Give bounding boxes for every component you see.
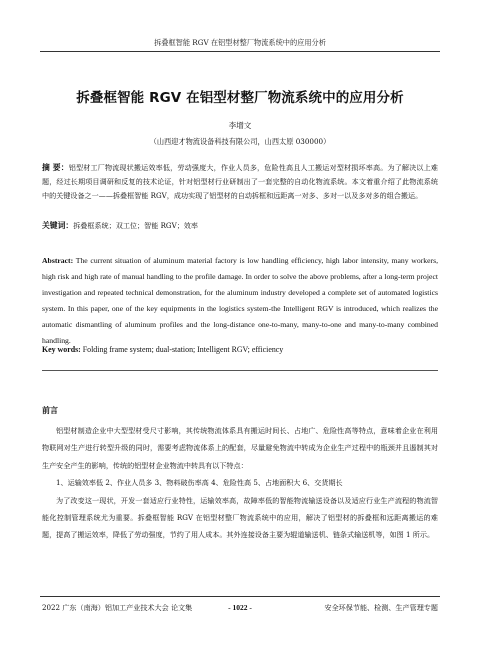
chinese-keywords-label: 关键词： <box>42 221 74 230</box>
english-keywords-text: Folding frame system; dual-station; Intelligent RGV; efficiency <box>82 345 284 354</box>
body-text <box>42 422 438 544</box>
english-keywords-label: Key words: <box>42 345 81 354</box>
section-divider <box>42 370 438 371</box>
body-paragraph: 1、运输效率低 2、作业人员多 3、物料破伤率高 4、危险性高 5、占地面积大 6、交货期长 <box>56 478 343 488</box>
section-heading: 前言 <box>42 406 58 415</box>
footer-topic: 安全环保节能、检测、生产管理专题 <box>324 603 438 612</box>
chinese-keywords <box>42 220 438 231</box>
chinese-abstract <box>42 161 438 204</box>
paper-title: 拆叠框智能 RGV 在铝型材整厂物流系统中的应用分析 <box>76 90 404 106</box>
affiliation: （山西迎才物流设备科技有限公司，山西太原 030000） <box>149 137 331 146</box>
chinese-abstract-label: 摘 要： <box>42 163 69 172</box>
body-paragraph: 为了改变这一现状，开发一套适应行业特性，运输效率高，故障率低的智能物流输送设备以及适应行业生产流程的物流智能化控制管理系统尤为重要。拆叠框智能 RGV 在铝型材整厂物流系统中的应用，解决了铝型材的拆叠框和远距离搬运的难题，提高了搬运效率，降低了劳动强度，节约了用人成本。其外连接设备主要为辊道输送机、链条式输送机等，如图 1 所示。 <box>42 495 438 540</box>
header-rule <box>40 51 440 52</box>
english-abstract-label: Abstract: <box>42 256 74 265</box>
body-paragraph: 铝型材制造企业中大型型材受尺寸影响，其传统物流体系具有搬运时间长、占地广、危险性高等特点，意味着企业在利用物联网对生产进行转型升级的同时，需要考虑物流体系上的配套，尽量避免物流中转成为企业生产过程中的瓶颈并且遏制其对生产安全产生的影响，传统的铝型材企业物流中转具有以下特点： <box>42 426 438 470</box>
chinese-abstract-text: 铝型材工厂物流现状搬运效率低，劳动强度大，作业人员多，危险性高且人工搬运对型材损坏率高。为了解决以上难题，经过长期项目调研和反复的技术论证，针对铝型材行业研制出了一套完整的自动化物流系统。本文着重介绍了此物流系统中的关键设备之一——拆叠框智能 RGV，成功实现了铝型材的自动拆框和远距离一对多、多对一以及多对多的组合搬运。 <box>42 163 439 201</box>
english-keywords <box>42 345 438 354</box>
english-abstract <box>42 253 438 350</box>
english-abstract-text: The current situation of aluminum material factory is low handling efficiency, high labor intensity, many workers, high risk and high rate of manual handling to the profile damage. In order to solve the above problems, after a long-term project investigation and repeated technical demonstration, for the aluminum industry developed a complete set of automated logistics system. In this paper, one of the key equipments in the logistics system-the Intelligent RGV is introduced, which realizes the automatic dismantling of aluminum profiles and the long-distance one-to-many, many-to-one and many-to-many combined handling. <box>42 256 438 346</box>
footer-rule <box>40 596 440 597</box>
page-number: - 1022 - <box>228 603 252 612</box>
chinese-keywords-text: 拆叠框系统；双工位；智能 RGV；效率 <box>73 221 198 230</box>
footer-proceedings: 2022 广东（南海）铝加工产业技术大会 论文集 <box>42 603 193 612</box>
author: 李增文 <box>228 121 252 130</box>
running-head: 拆叠框智能 RGV 在铝型材整厂物流系统中的应用分析 <box>154 38 326 47</box>
